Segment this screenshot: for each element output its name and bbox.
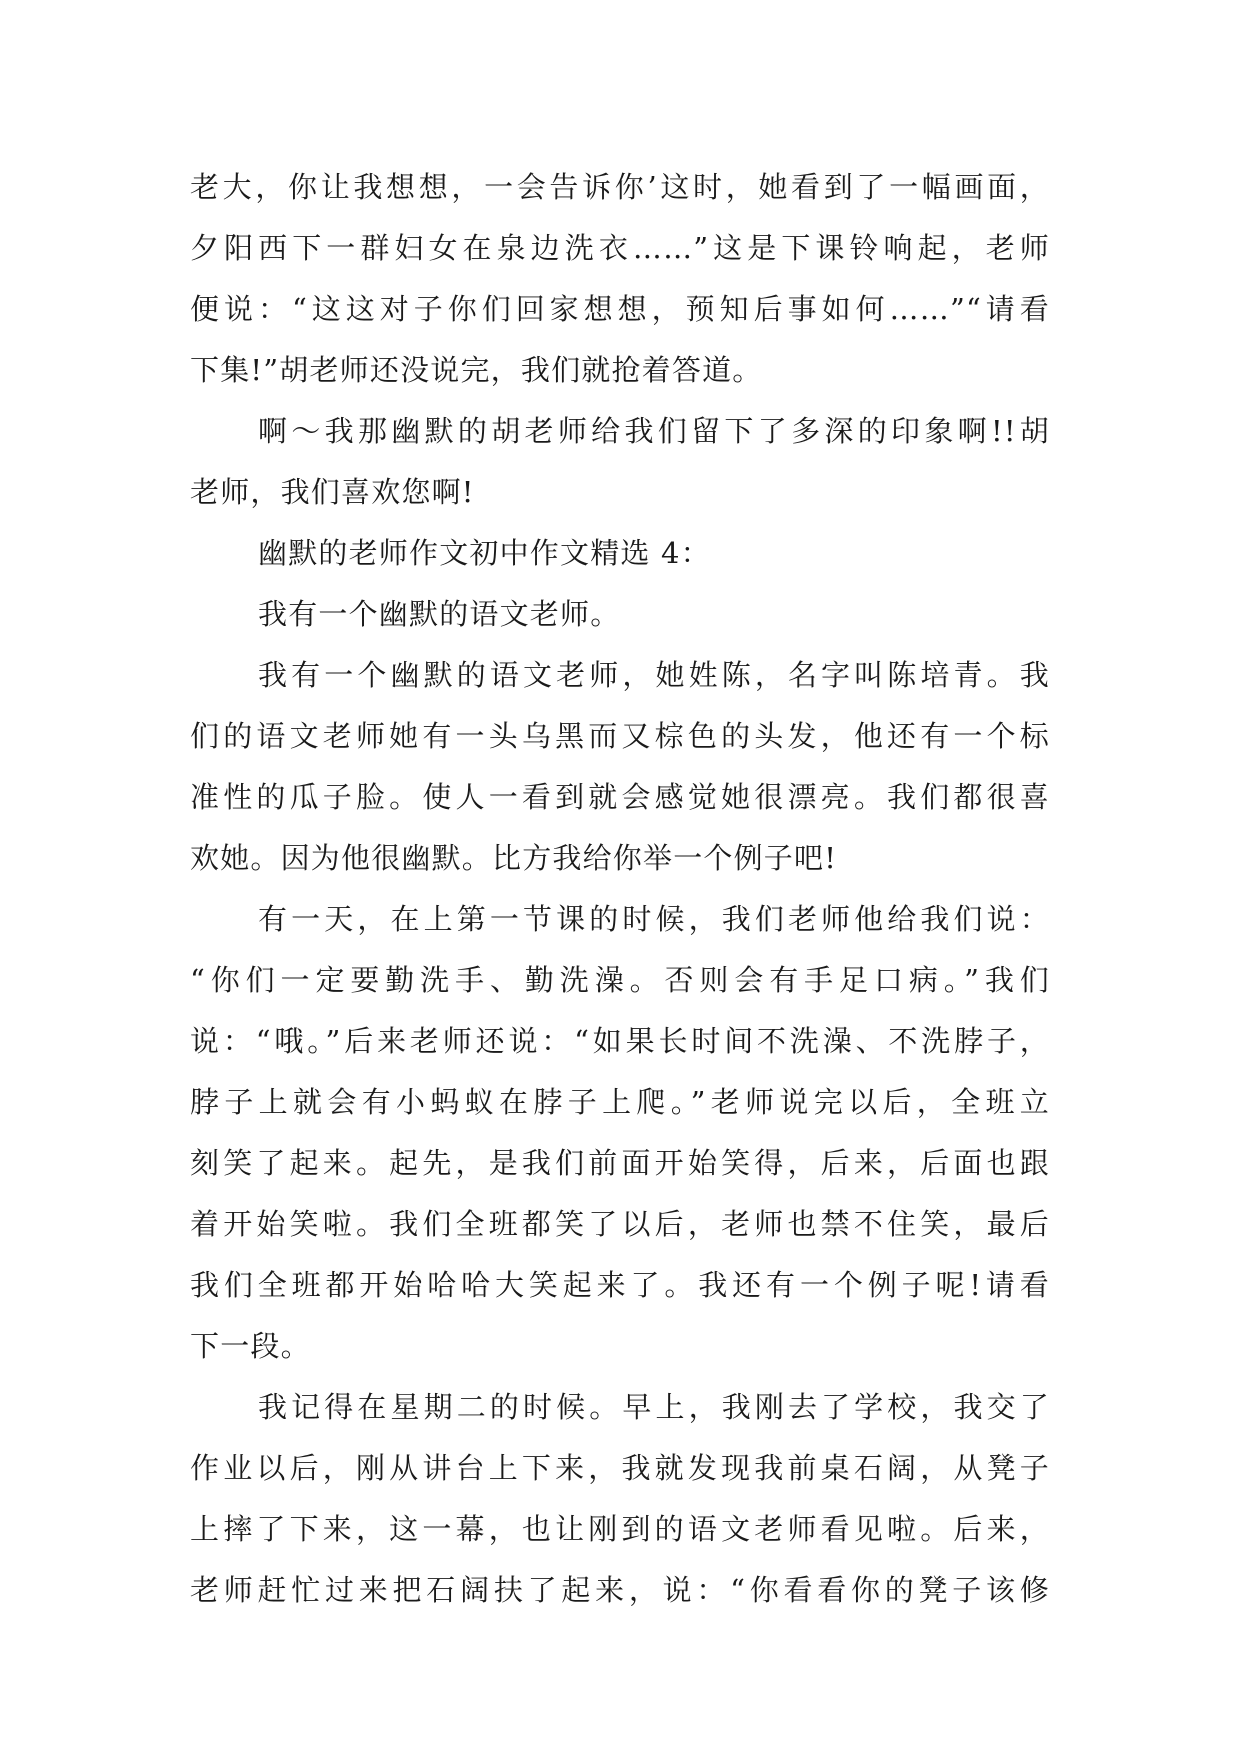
text-line: 脖子上就会有小蚂蚁在脖子上爬。”老师说完以后，全班立	[190, 1085, 1050, 1119]
text-line: 作业以后，刚从讲台上下来，我就发现我前桌石阔，从凳子	[190, 1451, 1050, 1485]
text-line: 我记得在星期二的时候。早上，我刚去了学校，我交了	[258, 1390, 1050, 1424]
text-line: 准性的瓜子脸。使人一看到就会感觉她很漂亮。我们都很喜	[190, 780, 1050, 814]
text-line: 说：“哦。”后来老师还说：“如果长时间不洗澡、不洗脖子，	[190, 1024, 1050, 1058]
text-line: 幽默的老师作文初中作文精选 4：	[258, 536, 711, 570]
text-line: 我有一个幽默的语文老师，她姓陈，名字叫陈培青。我	[258, 658, 1050, 692]
text-line: 老师赶忙过来把石阔扶了起来，说：“你看看你的凳子该修	[190, 1573, 1050, 1607]
text-line: 我们全班都开始哈哈大笑起来了。我还有一个例子呢!请看	[190, 1268, 1050, 1302]
text-line: 上摔了下来，这一幕，也让刚到的语文老师看见啦。后来，	[190, 1512, 1050, 1546]
text-line: 欢她。因为他很幽默。比方我给你举一个例子吧!	[190, 841, 838, 875]
text-line: 下一段。	[190, 1329, 311, 1363]
text-line: 便说：“这这对子你们回家想想，预知后事如何……”“请看	[190, 292, 1050, 326]
text-line: 老大，你让我想想，一会告诉你’这时，她看到了一幅画面，	[190, 170, 1050, 204]
text-line: 夕阳西下一群妇女在泉边洗衣……”这是下课铃响起，老师	[190, 231, 1050, 265]
text-line: 老师，我们喜欢您啊!	[190, 475, 475, 509]
text-line: “你们一定要勤洗手、勤洗澡。否则会有手足口病。”我们	[190, 963, 1050, 997]
text-line: 刻笑了起来。起先，是我们前面开始笑得，后来，后面也跟	[190, 1146, 1050, 1180]
text-line: 下集!”胡老师还没说完，我们就抢着答道。	[190, 353, 763, 387]
text-line: 们的语文老师她有一头乌黑而又棕色的头发，他还有一个标	[190, 719, 1050, 753]
text-line: 我有一个幽默的语文老师。	[258, 597, 621, 631]
text-line: 有一天，在上第一节课的时候，我们老师他给我们说：	[258, 902, 1050, 936]
text-line: 着开始笑啦。我们全班都笑了以后，老师也禁不住笑，最后	[190, 1207, 1050, 1241]
document-body	[190, 157, 1050, 1621]
text-line: 啊～我那幽默的胡老师给我们留下了多深的印象啊!!胡	[258, 414, 1050, 448]
